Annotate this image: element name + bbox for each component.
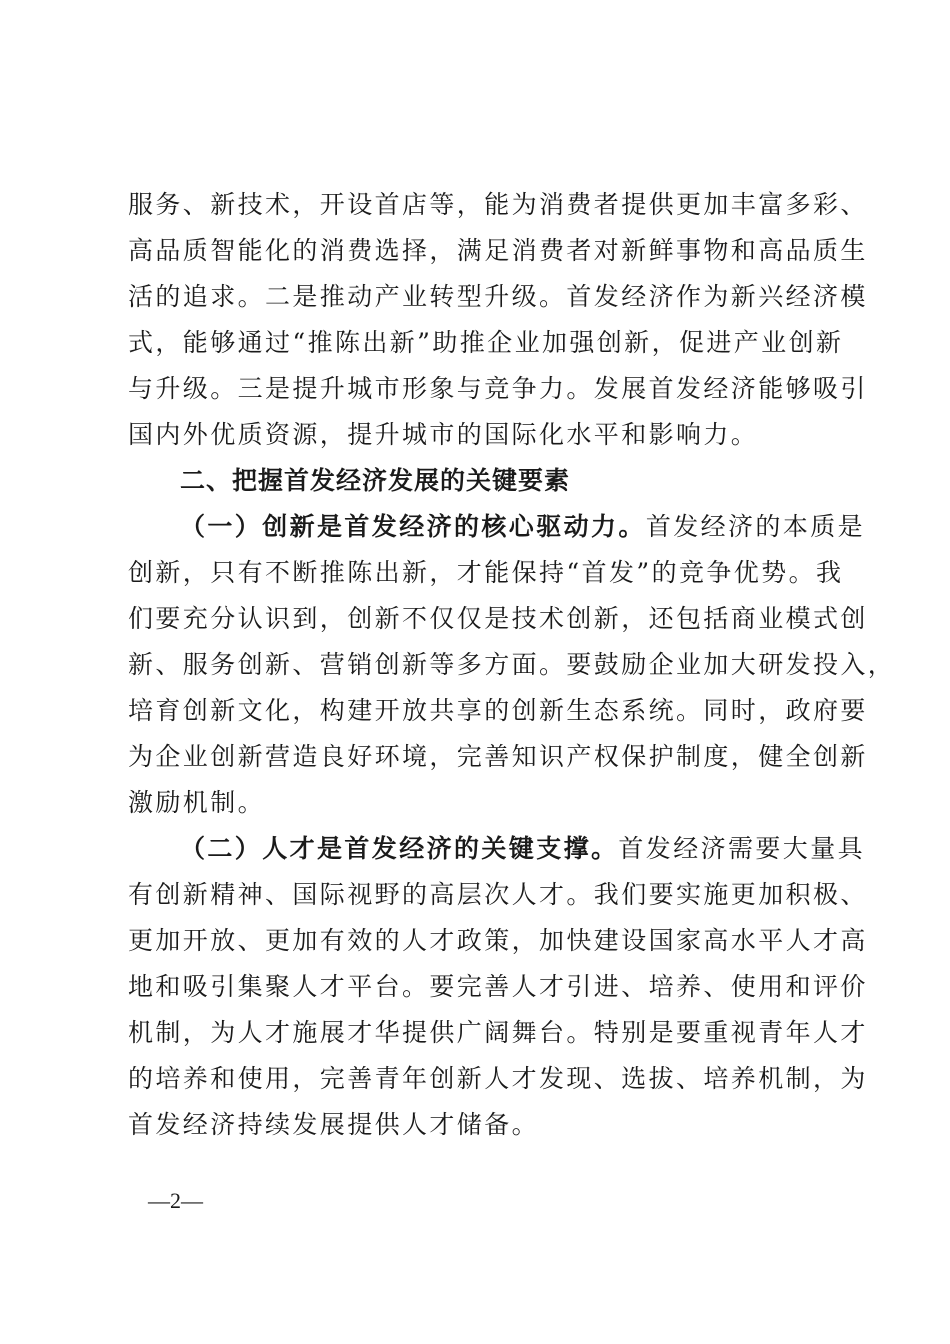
section-heading: 二、把握首发经济发展的关键要素 [180, 466, 571, 495]
subsection-1-first-line [180, 504, 866, 550]
paragraph-line: 新、服务创新、营销创新等多方面。要鼓励企业加大研发投入， [128, 650, 896, 679]
paragraph-line: 为企业创新营造良好环境，完善知识产权保护制度，健全创新 [128, 742, 868, 771]
page-number: —2— [148, 1188, 203, 1213]
paragraph-line: 培育创新文化，构建开放共享的创新生态系统。同时，政府要 [128, 696, 868, 725]
subsection-2-first-line [180, 826, 866, 872]
paragraph-line: 式，能够通过“推陈出新”助推企业加强创新，促进产业创新 [128, 328, 844, 357]
paragraph-line: 机制，为人才施展才华提供广阔舞台。特别是要重视青年人才 [128, 1018, 868, 1047]
paragraph-line: 地和吸引集聚人才平台。要完善人才引进、培养、使用和评价 [128, 972, 868, 1001]
paragraph-line: 激励机制。 [128, 788, 266, 817]
paragraph-line: 与升级。三是提升城市形象与竞争力。发展首发经济能够吸引 [128, 374, 868, 403]
subsection-1-title: （一）创新是首发经济的核心驱动力。 [180, 512, 646, 541]
paragraph-line: 们要充分认识到，创新不仅仅是技术创新，还包括商业模式创 [128, 604, 868, 633]
paragraph-line: 有创新精神、国际视野的高层次人才。我们要实施更加积极、 [128, 880, 868, 909]
paragraph-line: 更加开放、更加有效的人才政策，加快建设国家高水平人才高 [128, 926, 868, 955]
subsection-2-text: 首发经济需要大量具 [618, 834, 866, 863]
paragraph-line: 首发经济持续发展提供人才储备。 [128, 1110, 540, 1139]
paragraph-line: 的培养和使用，完善青年创新人才发现、选拔、培养机制，为 [128, 1064, 868, 1093]
subsection-1-text: 首发经济的本质是 [645, 512, 866, 541]
paragraph-line: 服务、新技术，开设首店等，能为消费者提供更加丰富多彩、 [128, 190, 868, 219]
subsection-2-title: （二）人才是首发经济的关键支撑。 [180, 834, 619, 863]
paragraph-line: 创新，只有不断推陈出新，才能保持“首发”的竞争优势。我 [128, 558, 844, 587]
paragraph-line: 高品质智能化的消费选择，满足消费者对新鲜事物和高品质生 [128, 236, 868, 265]
paragraph-line: 国内外优质资源，提升城市的国际化水平和影响力。 [128, 420, 759, 449]
paragraph-line: 活的追求。二是推动产业转型升级。首发经济作为新兴经济模 [128, 282, 868, 311]
